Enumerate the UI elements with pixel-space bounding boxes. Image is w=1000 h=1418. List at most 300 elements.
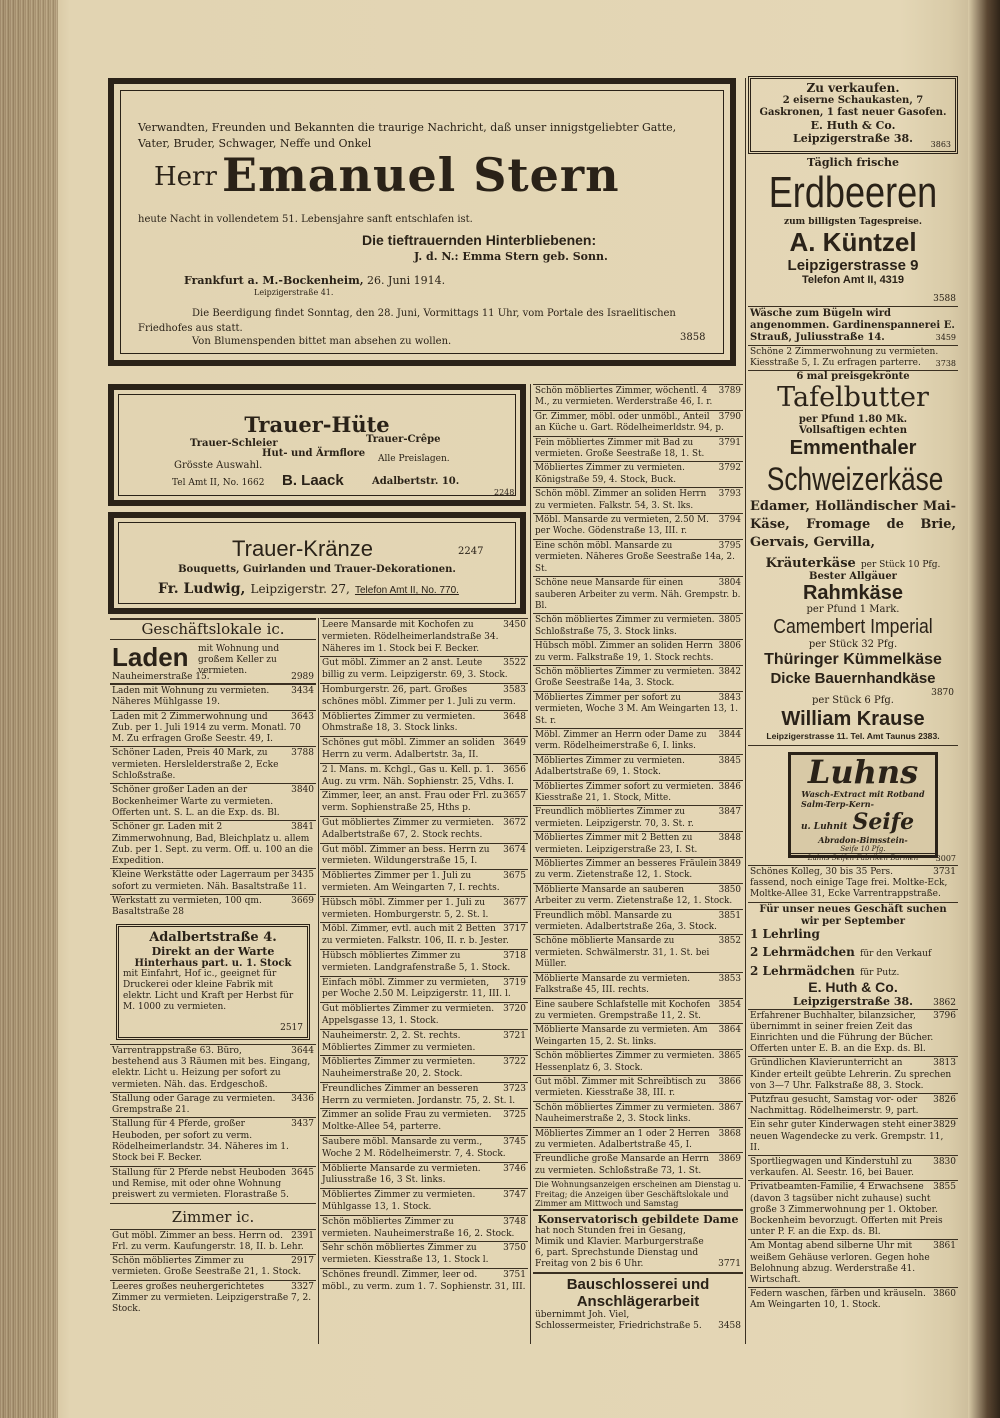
luhns-footer: Luhns Seifen-Fabriken Barmen [791, 853, 935, 862]
ad-code: 3865 [718, 1051, 741, 1062]
ad-text: Möbliertes Zimmer per 1. Juli zu vermieten. Am Weingarten 7, I. rechts. [322, 871, 500, 893]
verkaufen-addr: Leipzigerstraße 38. [792, 132, 914, 145]
luhns-l3: u. Luhnit [801, 822, 848, 832]
obituary-code: 3858 [680, 332, 706, 343]
trauer-kraenze-code: 2247 [458, 546, 484, 557]
ad-text: Möbliertes Zimmer zu vermieten. Königstraße 59, 4. Stock, Buck. [535, 463, 685, 485]
classified-ad [320, 683, 528, 710]
ad-text: Schön möbliertes Zimmer, wöchentl. 4 M., zu vermieten. Werderstraße 46, I. r. [535, 386, 713, 408]
kaese-pre: 6 mal preisgekrönte [796, 371, 910, 382]
classified-ad [533, 805, 743, 831]
kraeuter-price: per Stück 10 Pfg. [860, 560, 941, 570]
ad-text: Möblierte Mansarde zu vermieten. Juliusstraße 16, 3 St. links. [322, 1163, 481, 1186]
laden-big: Laden [112, 642, 189, 672]
ad-text: Laden mit 2 Zimmerwohnung und Zub. per 1. Juli 1914 zu verm. Monatl. 70 M. Zu erfragen Große Seestr. 49, I. [112, 711, 301, 745]
ad-text: Stallung oder Garage zu vermieten. Grempstraße 21. [112, 1093, 276, 1116]
ad-text: Saubere möbl. Mansarde zu verm., Woche 2 M. Rödelheimerstr. 7, 4. Stock. [322, 1137, 506, 1159]
classified-ad [533, 410, 743, 436]
rahm-price: per Pfund 1 Mark. [806, 604, 900, 615]
huth-ad [748, 902, 958, 1009]
trauer-huete-ad [108, 384, 526, 506]
ad-text: Schönes Kolleg, 30 bis 35 Pers. fassend, noch einige Tage frei. Moltke-Eck, Moltke-Allee 31, Ecke Varrentrappstraße. [750, 867, 948, 900]
classified-ad [533, 1101, 743, 1127]
column-1 [110, 618, 316, 1344]
ad-code: 3648 [503, 711, 526, 722]
ad-text: Möblierte Mansarde zu vermieten. Falkstraße 45, III. rechts. [535, 973, 691, 996]
ad-code: 3669 [291, 896, 314, 907]
zimmer-ad: Schöne 2 Zimmerwohnung zu vermieten. Kiesstraße 5, I. Zu erfragen parterre. 3738 [750, 347, 956, 368]
classified-ad [110, 1117, 316, 1165]
ad-text: Möbliertes Zimmer per sofort zu vermieten, Woche 3 M. Am Weingarten 13, 1. St. r. [535, 692, 739, 726]
ad-code: 3841 [291, 822, 314, 833]
ad-text: Homburgerstr. 26, part. Großes schönes möbl. Zimmer per 1. Juli zu verm. [322, 684, 516, 707]
classified-ad [533, 857, 743, 883]
ad-code: 3677 [503, 897, 526, 908]
classified-ad [320, 710, 528, 737]
ad-code: 3645 [291, 1167, 314, 1178]
col1-heading: Geschäftslokale ic. [110, 618, 316, 640]
trauer-kraenze-sub: Bouquetts, Guirlanden und Trauer-Dekorationen. [178, 564, 456, 575]
ad-code: 3854 [718, 999, 741, 1010]
classified-ad [320, 1055, 528, 1082]
trauer-huete-tel: Tel Amt II, No. 1662 [172, 478, 265, 488]
camembert: Camembert Imperial [773, 616, 933, 638]
classified-ad [533, 691, 743, 728]
ad-text: Möbliertes Zimmer mit 2 Betten zu vermieten. Leipzigerstraße 23, I. St. [535, 833, 698, 855]
ad-text: Hübsch möbliertes Zimmer zu vermieten. Landgrafenstraße 5, 1. Stock. [322, 950, 511, 973]
konserv-code: 3771 [718, 1259, 741, 1270]
classified-ad [110, 1092, 316, 1118]
ad-text: Putzfrau gesucht, Samstag vor- oder Nachmittag. Rödelheimerstr. 9, part. [750, 1095, 919, 1117]
ad-text: Gr. Zimmer, möbl. oder unmöbl., Anteil an Küche u. Gart. Rödelheimerldstr. 94, p. [535, 411, 724, 434]
classified-ad [533, 934, 743, 971]
column-2 [320, 618, 528, 1344]
tafelbutter: Tafelbutter [777, 382, 929, 413]
classified-ad [533, 1049, 743, 1075]
ad-code: 3846 [718, 781, 741, 792]
classified-ad [533, 754, 743, 780]
column-4 [748, 76, 958, 1344]
obituary-street: Leipzigerstraße 41. [254, 288, 334, 297]
ad-code: 3867 [718, 1102, 741, 1113]
ad-code: 3840 [291, 785, 314, 796]
classified-ad [533, 539, 743, 576]
ad-text: Möbl. Mansarde zu vermieten, 2.50 M. per Woche. Gödenstraße 13, III. r. [535, 515, 709, 537]
classified-ad [533, 436, 743, 462]
classified-ad [110, 783, 316, 820]
col1-ads2 [110, 1044, 316, 1203]
classified-ad [320, 618, 528, 656]
classified-ad [533, 1075, 743, 1101]
huth-l2: 2 Lehrmädchen [750, 944, 855, 959]
classified-ad [748, 865, 958, 902]
bausch-ad [533, 1272, 743, 1334]
ad-code: 3805 [718, 615, 741, 626]
classified-ad [320, 1029, 528, 1056]
classified-ad [533, 665, 743, 691]
ad-text: Möbliertes Zimmer an besseres Fräulein zu verm. Zietenstraße 12, 1. Stock. [535, 859, 718, 881]
huth-l1: 1 Lehrling [750, 926, 820, 941]
ad-code: 3860 [933, 1289, 956, 1300]
waesche-ad: Wäsche zum Bügeln wird angenommen. Gardinenspannerei E. Strauß, Juliusstraße 14. 3459 [750, 308, 956, 343]
ad-text: Stallung für 4 Pferde, großer Heuboden, per sofort zu verm. Rödelheimerlandstr. 34. Näheres im 1. Stock bei F. Becker. [112, 1119, 289, 1164]
ad-text: Hübsch möbl. Zimmer an soliden Herrn zu verm. Falkstraße 19, 1. Stock rechts. [535, 641, 714, 663]
ad-text: Laden mit Wohnung zu vermieten. Näheres Mühlgasse 19. [112, 686, 270, 708]
trauer-huete-title: Trauer-Hüte [244, 412, 390, 437]
classified-ad [533, 998, 743, 1024]
ad-code: 3845 [718, 755, 741, 766]
ad-code: 3675 [503, 871, 526, 882]
col1-heading2: Zimmer ic. [110, 1203, 316, 1229]
ad-code: 3847 [718, 807, 741, 818]
classified-ad [533, 461, 743, 487]
erdbeeren-pre: Täglich frische [807, 156, 899, 169]
konserv-title: Konservatorisch gebildete Dame [537, 1213, 739, 1227]
kaese-firm: William Krause [781, 708, 925, 730]
ad-code: 3721 [503, 1030, 526, 1041]
classified-ad [533, 1127, 743, 1153]
ad-code: 3853 [718, 973, 741, 984]
ad-code: 3718 [503, 950, 526, 961]
classified-ad [748, 1118, 958, 1155]
kaese-addr: Leipzigerstrasse 11. Tel. Amt Taunus 2383. [766, 731, 940, 741]
ad-text: Schönes freundl. Zimmer, leer od. möbl., zu verm. zum 1. 7. Sophienstr. 31, III. [322, 1270, 526, 1292]
ad-code: 3792 [718, 463, 741, 474]
classified-ad [320, 763, 528, 790]
classified-ad [110, 1229, 316, 1255]
huth-code: 3862 [933, 997, 956, 1008]
ad-code: 3804 [718, 578, 741, 589]
col1-ads3 [110, 1229, 316, 1317]
erdbeeren-big: Erdbeeren [768, 168, 938, 217]
ad-code: 3656 [503, 764, 526, 775]
ad-code: 3844 [718, 729, 741, 740]
bausch-text: übernimmt Joh. Viel, Schlossermeister, Friedrichstraße 5. [535, 1310, 702, 1332]
classified-ad [748, 1155, 958, 1180]
ad-text: Hübsch möbl. Zimmer per 1. Juli zu vermieten. Homburgerstr. 5, 2. St. l. [322, 897, 489, 920]
ad-code: 3750 [503, 1243, 526, 1254]
ad-text: Zimmer an solide Frau zu vermieten. Moltke-Allee 54, parterre. [322, 1110, 492, 1133]
luhns-l2: Salm-Terp-Kern- [801, 799, 874, 809]
classified-ad [533, 780, 743, 806]
ad-text: Schöne möblierte Mansarde zu vermieten. Schwälmerstr. 31, 1. St. bei Müller. [535, 936, 710, 970]
classified-ad [748, 1056, 958, 1093]
kraeuterkaese: Kräuterkäse [765, 556, 856, 571]
ad-text: Möbliertes Zimmer an 1 oder 2 Herren zu vermieten. Adalbertstraße 45, I. [535, 1128, 710, 1150]
ad-text: Schön möbliertes Zimmer zu vermieten. Nauheimerstraße 2, 3. Stock links. [535, 1102, 715, 1125]
ad-code: 3790 [718, 411, 741, 422]
ad-code: 3327 [291, 1281, 314, 1292]
classified-ad [320, 1268, 528, 1295]
classified-ad [110, 1166, 316, 1203]
classified-ad [320, 1082, 528, 1109]
ad-text: Sehr schön möbliertes Zimmer zu vermieten. Kiesstraße 13, 1. Stock l. [322, 1243, 489, 1266]
kaese-code: 3870 [931, 688, 954, 698]
ad-code: 3868 [718, 1128, 741, 1139]
obituary-funeral: Die Beerdigung findet Sonntag, den 28. Juni, Vormittags 11 Uhr, vom Portale des Israelitischen Friedhofes aus statt. [138, 308, 676, 334]
bauern-price: per Stück 6 Pfg. [812, 695, 894, 706]
ad-code: 3826 [933, 1095, 956, 1106]
ad-text: Möbliertes Zimmer zu vermieten. Ohmstraße 18, 3. Stock links. [322, 711, 476, 734]
laden-street: Nauheimerstraße 15. [112, 672, 210, 682]
column-3 [533, 384, 743, 1344]
ad-text: Zimmer, leer, an anst. Frau oder Frl. zu verm. Sophienstraße 25, Hths p. [322, 791, 503, 814]
classified-ad [320, 1108, 528, 1135]
classified-ad [533, 487, 743, 513]
trauer-huete-r1: Trauer-Crêpe [366, 434, 441, 445]
book-page-edges [0, 0, 58, 1418]
classified-ad [320, 896, 528, 923]
ad-text: Schön möbliertes Zimmer zu vermieten. Nauheimerstraße 16, 2. Stock. [322, 1216, 515, 1239]
ad-code: 3796 [933, 1010, 956, 1021]
ad-text: Freundlich möbliertes Zimmer zu vermieten. Leipzigerstr. 70, 3. St. r. [535, 807, 694, 829]
classified-ad [748, 1180, 958, 1239]
classified-ad [320, 949, 528, 976]
ad-code: 3717 [503, 924, 526, 935]
classified-ad [320, 736, 528, 763]
rahmkaese: Rahmkäse [802, 582, 904, 604]
classified-ad [320, 656, 528, 683]
ad-code: 3644 [291, 1045, 314, 1056]
adalbert-sub: Direkt an der Warte [151, 944, 275, 958]
ad-text: Möblierte Mansarde zu vermieten. Am Weingarten 15, 2. St. links. [535, 1025, 708, 1047]
ad-text: Schönes gut möbl. Zimmer an soliden Herrn zu verm. Adalbertstr. 3a, II. [322, 738, 495, 760]
trauer-kraenze-ad [108, 512, 526, 614]
classified-ad [320, 1188, 528, 1215]
ad-text: Freundliche große Mansarde an Herrn zu vermieten. Schloßstraße 73, 1. St. [535, 1154, 709, 1176]
konserv-text: hat noch Stunden frei in Gesang, Mimik und Klavier. Marburgerstraße 6, part. Sprechstunde Dienstag und Freitag von 2 bis 6 Uhr. [535, 1226, 704, 1270]
ad-code: 3843 [718, 692, 741, 703]
ad-code: 3789 [718, 386, 741, 396]
kaese-voll: Vollsaftigen echten [798, 425, 908, 436]
ad-text: Schöner großer Laden an der Bockenheimer Warte zu vermieten. Offerten unt. S. L. an die Exp. ds. Bl. [112, 785, 280, 818]
verkaufen-firm: E. Huth & Co. [810, 119, 896, 132]
ad-text: Gut möbl. Zimmer an bess. Herrn zu vermieten. Wildungerstraße 15, I. [322, 844, 490, 867]
ad-code: 3522 [503, 658, 526, 669]
ad-code: 3657 [503, 791, 526, 802]
luhns-l1: Wasch-Extract mit Rotband [801, 789, 925, 799]
classified-ad [110, 820, 316, 868]
ad-text: Gut möbl. Zimmer an 2 anst. Leute billig zu verm. Leipzigerstr. 69, 3. Stock. [322, 658, 508, 681]
ad-code: 3794 [718, 515, 741, 526]
col1-ads [110, 684, 316, 920]
ad-text: Schön möbliertes Zimmer zu vermieten. Große Seestraße 14a, 3. Stock. [535, 666, 715, 689]
ad-text: Varrentrappstraße 63. Büro, bestehend aus 3 Räumen mit bes. Eingang, elektr. Licht u. Heizung per sofort zu vermieten. Näh. das. Erdgeschoß. [112, 1045, 311, 1090]
ad-code: 3672 [503, 817, 526, 828]
classified-ad [533, 639, 743, 665]
ad-code: 3795 [718, 540, 741, 551]
ad-code: 3435 [291, 870, 314, 881]
ad-code: 3848 [718, 833, 741, 844]
luhns-l4: Abradon-Bimsstein- [818, 835, 908, 845]
ad-code: 3869 [718, 1154, 741, 1165]
ad-code: 3583 [503, 684, 526, 695]
ad-code: 3649 [503, 738, 526, 749]
huth-pre: Für unser neues Geschäft suchen wir per September [759, 903, 947, 927]
trauer-huete-r2: Alle Preislagen. [378, 454, 450, 464]
ad-code: 3719 [503, 977, 526, 988]
ad-text: Gründlichen Klavierunterricht an Kinder erteilt geübte Lehrerin. Zu sprechen von 3—7 Uhr. Falkstraße 88, 3. Stock. [750, 1058, 952, 1091]
bausch-title2: Anschlägerarbeit [576, 1293, 700, 1311]
classified-ad [110, 894, 316, 920]
classified-ad [533, 728, 743, 754]
ad-code: 3437 [291, 1119, 314, 1130]
ad-code: 3851 [718, 910, 741, 921]
erdbeeren-code: 3588 [933, 294, 956, 304]
erdbeeren-sub: zum billigsten Tagespreise. [783, 217, 923, 227]
classified-ad [110, 684, 316, 710]
ad-text: Ein sehr guter Kinderwagen steht einer neuen Wagendecke zu verk. Grempstr. 11, II. [750, 1120, 944, 1153]
huth-addr: Leipzigerstraße 38. [792, 994, 914, 1008]
col2-ads [320, 618, 528, 1295]
ad-text: Stallung für 2 Pferde nebst Heuboden und Remise, mit oder ohne Wohnung preiswert zu vermieten. Florastraße 5. [112, 1167, 289, 1201]
obituary-flowers: Von Blumenspenden bittet man absehen zu wollen. [192, 336, 452, 347]
ad-text: Werkstatt zu vermieten, 100 qm. Basaltstraße 28 [112, 896, 262, 918]
ad-text: Gut möbl. Zimmer an bess. Herrn od. Frl. zu verm. Kaufungerstr. 18, II. b. Lehr. [112, 1230, 304, 1252]
ad-code: 3861 [933, 1241, 956, 1252]
verkaufen-ad [748, 76, 958, 154]
ad-code: 3748 [503, 1216, 526, 1227]
obituary-mourners: Die tieftrauernden Hinterbliebenen: [362, 232, 597, 248]
erdbeeren-ad [748, 156, 958, 306]
obituary-intro: Verwandten, Freunden und Bekannten die traurige Nachricht, daß unser innigstgeliebter Gatte, Vater, Bruder, Schwager, Neffe und Onkel [138, 121, 677, 150]
ad-text: Schöne neue Mansarde für einen sauberen Arbeiter zu verm. Näh. Grempstr. b. Bl. [535, 578, 741, 611]
ad-text: Federn waschen, färben und kräuseln. Am Weingarten 10, 1. Stock. [750, 1289, 926, 1311]
classified-ad [320, 976, 528, 1003]
classified-ad [110, 746, 316, 783]
ad-text: Möbl. Zimmer, evtl. auch mit 2 Betten zu vermieten. Falkstr. 106, II. r. b. Jester. [322, 924, 509, 947]
ad-text: Gut möbl. Zimmer mit Schreibtisch zu vermieten. Kiesstraße 38, III. r. [535, 1076, 707, 1099]
konserv-ad [533, 1209, 743, 1272]
obituary-place: Frankfurt a. M.-Bockenheim, [184, 274, 364, 287]
kaese-sorts: Edamer, Holländischer Mai-Käse, Fromage de Brie, Gervais, Gervilla, [750, 499, 956, 550]
ad-text: Schön möbliertes Zimmer zu vermieten. Hessenplatz 6, 3. Stock. [535, 1051, 715, 1073]
ad-code: 3643 [291, 711, 314, 722]
classified-ad [748, 1287, 958, 1312]
ad-text: Schön möbliertes Zimmer zu vermieten. Große Seestraße 21, 1. Stock. [112, 1256, 302, 1278]
ad-text: Leere Mansarde mit Kochofen zu vermieten. Rödelheimerlandstraße 34. Näheres im 1. Stock bei F. Becker. [322, 620, 499, 654]
classified-ad [320, 843, 528, 870]
ad-text: Möbl. Zimmer an Herrn oder Dame zu verm. Rödelheimerstraße 6, I. links. [535, 729, 707, 752]
huth-l3: 2 Lehrmädchen [750, 963, 855, 978]
huth-l2b: für den Verkauf [860, 948, 932, 959]
erdbeeren-addr: Leipzigerstrasse 9 [787, 257, 919, 274]
luhns-code: 3007 [935, 854, 956, 863]
ad-text: Leeres großes neuhergerichtetes Zimmer zu vermieten. Leipzigerstraße 7, 2. Stock. [112, 1281, 312, 1315]
emmentaler: Emmenthaler [789, 437, 917, 459]
classified-ad [110, 868, 316, 894]
erdbeeren-firm: A. Küntzel [789, 227, 917, 257]
ad-code: 3450 [503, 620, 526, 630]
ad-text: Gut möbliertes Zimmer zu vermieten. Adalbertstraße 67, 2. Stock rechts. [322, 817, 495, 840]
classified-ad [533, 883, 743, 909]
trauer-huete-firm: B. Laack [282, 472, 344, 489]
verkaufen-title: Zu verkaufen. [806, 81, 900, 95]
classified-ad [320, 1135, 528, 1162]
classified-ad [110, 1044, 316, 1092]
ad-code: 3849 [718, 859, 741, 870]
adalbert-box [116, 924, 310, 1040]
ad-code: 3751 [503, 1270, 526, 1281]
classified-ad [748, 1009, 958, 1057]
schweizerkaese: Schweizerkäse [766, 461, 944, 497]
ad-text: Nauheimerstr. 2, 2. St. rechts. Möbliertes Zimmer zu vermieten. [322, 1030, 476, 1053]
ad-code: 3746 [503, 1163, 526, 1174]
ad-text: Freundlich möbl. Mansarde zu vermieten. Adalbertstraße 26a, 3. Stock. [535, 910, 717, 933]
ad-text: Eine saubere Schlafstelle mit Kochofen zu vermieten. Grempstraße 11, 2. St. [535, 999, 711, 1021]
classified-ad [320, 789, 528, 816]
ad-text: Schön möbl. Zimmer an soliden Herrn zu vermieten. Falkstr. 54, 3. St. lks. [535, 489, 707, 511]
bausch-code: 3458 [718, 1321, 741, 1332]
adalbert-code: 2517 [280, 1022, 303, 1033]
ad-code: 3842 [718, 666, 741, 677]
classified-ad [533, 513, 743, 539]
trauer-huete-l2: Grösste Auswahl. [174, 460, 263, 471]
ad-code: 3434 [291, 686, 314, 696]
ad-code: 3747 [503, 1190, 526, 1201]
ad-code: 3855 [933, 1182, 956, 1193]
laden-code: 2989 [291, 672, 314, 682]
classified-ad [533, 909, 743, 935]
ad-text: Möbliertes Zimmer sofort zu vermieten. Kiesstraße 21, 1. Stock, Mitte. [535, 781, 714, 803]
ad-text: Möbliertes Zimmer zu vermieten. Nauheimerstraße 20, 2. Stock. [322, 1057, 476, 1080]
luhns-l5: Seife 10 Pfg. [840, 845, 886, 853]
adalbert-sub2: Hinterhaus part. u. 1. Stock [134, 957, 292, 969]
trauer-huete-l1: Trauer-Schleier [190, 438, 278, 449]
ad-code: 3674 [503, 844, 526, 855]
classified-ad [533, 384, 743, 410]
obituary-signed: J. d. N.: Emma Stern geb. Sonn. [414, 250, 608, 263]
classified-ad [320, 1162, 528, 1189]
ad-text: Gut möbliertes Zimmer zu vermieten. Appelsgasse 13, 1. Stock. [322, 1004, 495, 1026]
adalbert-text: mit Einfahrt, Hof ic., geeignet für Druckerei oder kleine Fabrik mit elektr. Licht und Kraft per Herbst für M. 1000 zu vermieten. [123, 968, 294, 1012]
ad-code: 3436 [291, 1093, 314, 1104]
luhns-ad [748, 745, 958, 865]
ad-text: Schöner gr. Laden mit 2 Zimmerwohnung, Bad, Bleichplatz u. allem Zub. per 1. Sept. zu verm. Off. u. 100 an die Expedition. [112, 822, 313, 867]
kuemmelkaese: Thüringer Kümmelkäse [764, 651, 942, 668]
ad-text: Kleine Werkstätte oder Lagerraum per sofort zu vermieten. Näh. Basaltstraße 11. [112, 870, 307, 892]
ad-code: 2391 [291, 1230, 314, 1241]
wohnung-notice: Die Wohnungsanzeigen erscheinen am Dienstag u. Freitag; die Anzeigen über Geschäftslokale und Zimmer am Mittwoch und Samstag [533, 1178, 743, 1209]
ad-code: 3788 [291, 748, 314, 759]
ad-text: Fein möbliertes Zimmer mit Bad zu vermieten. Große Seestraße 18, 1. St. [535, 437, 705, 460]
ad-code: 3722 [503, 1057, 526, 1068]
huth-firm: E. Huth & Co. [808, 978, 898, 995]
col3-ads [533, 384, 743, 1178]
classified-ad [533, 1023, 743, 1049]
trauer-huete-code: 2248 [494, 488, 515, 497]
classified-ad [320, 816, 528, 843]
classified-ad [110, 710, 316, 747]
obituary-prefix: Herr [154, 162, 217, 192]
classified-ad [533, 613, 743, 639]
ad-code: 3806 [718, 641, 741, 652]
classified-ad [320, 1241, 528, 1268]
ad-text: Sportliegwagen und Kinderstuhl zu verkaufen. Al. Seestr. 16, bei Bauer. [750, 1157, 914, 1179]
adalbert-title: Adalbertstraße 4. [149, 929, 277, 945]
ad-code: 3829 [933, 1120, 956, 1131]
luhns-brand: Luhns [807, 753, 919, 791]
classified-ad [533, 972, 743, 998]
classified-ad [320, 1215, 528, 1242]
col4-ads2 [748, 1009, 958, 1313]
ad-text: Eine schön möbl. Mansarde zu vermieten. Näheres Große Seestraße 14a, 2. St. [535, 540, 735, 574]
ad-code: 2917 [291, 1256, 314, 1267]
verkaufen-text: 2 eiserne Schaukasten, 7 Gaskronen, 1 fast neuer Gasofen. [759, 95, 947, 118]
classified-ad [320, 922, 528, 949]
ad-code: 3866 [718, 1076, 741, 1087]
trauer-kraenze-addr: Leipzigerstr. 27, [250, 582, 350, 596]
